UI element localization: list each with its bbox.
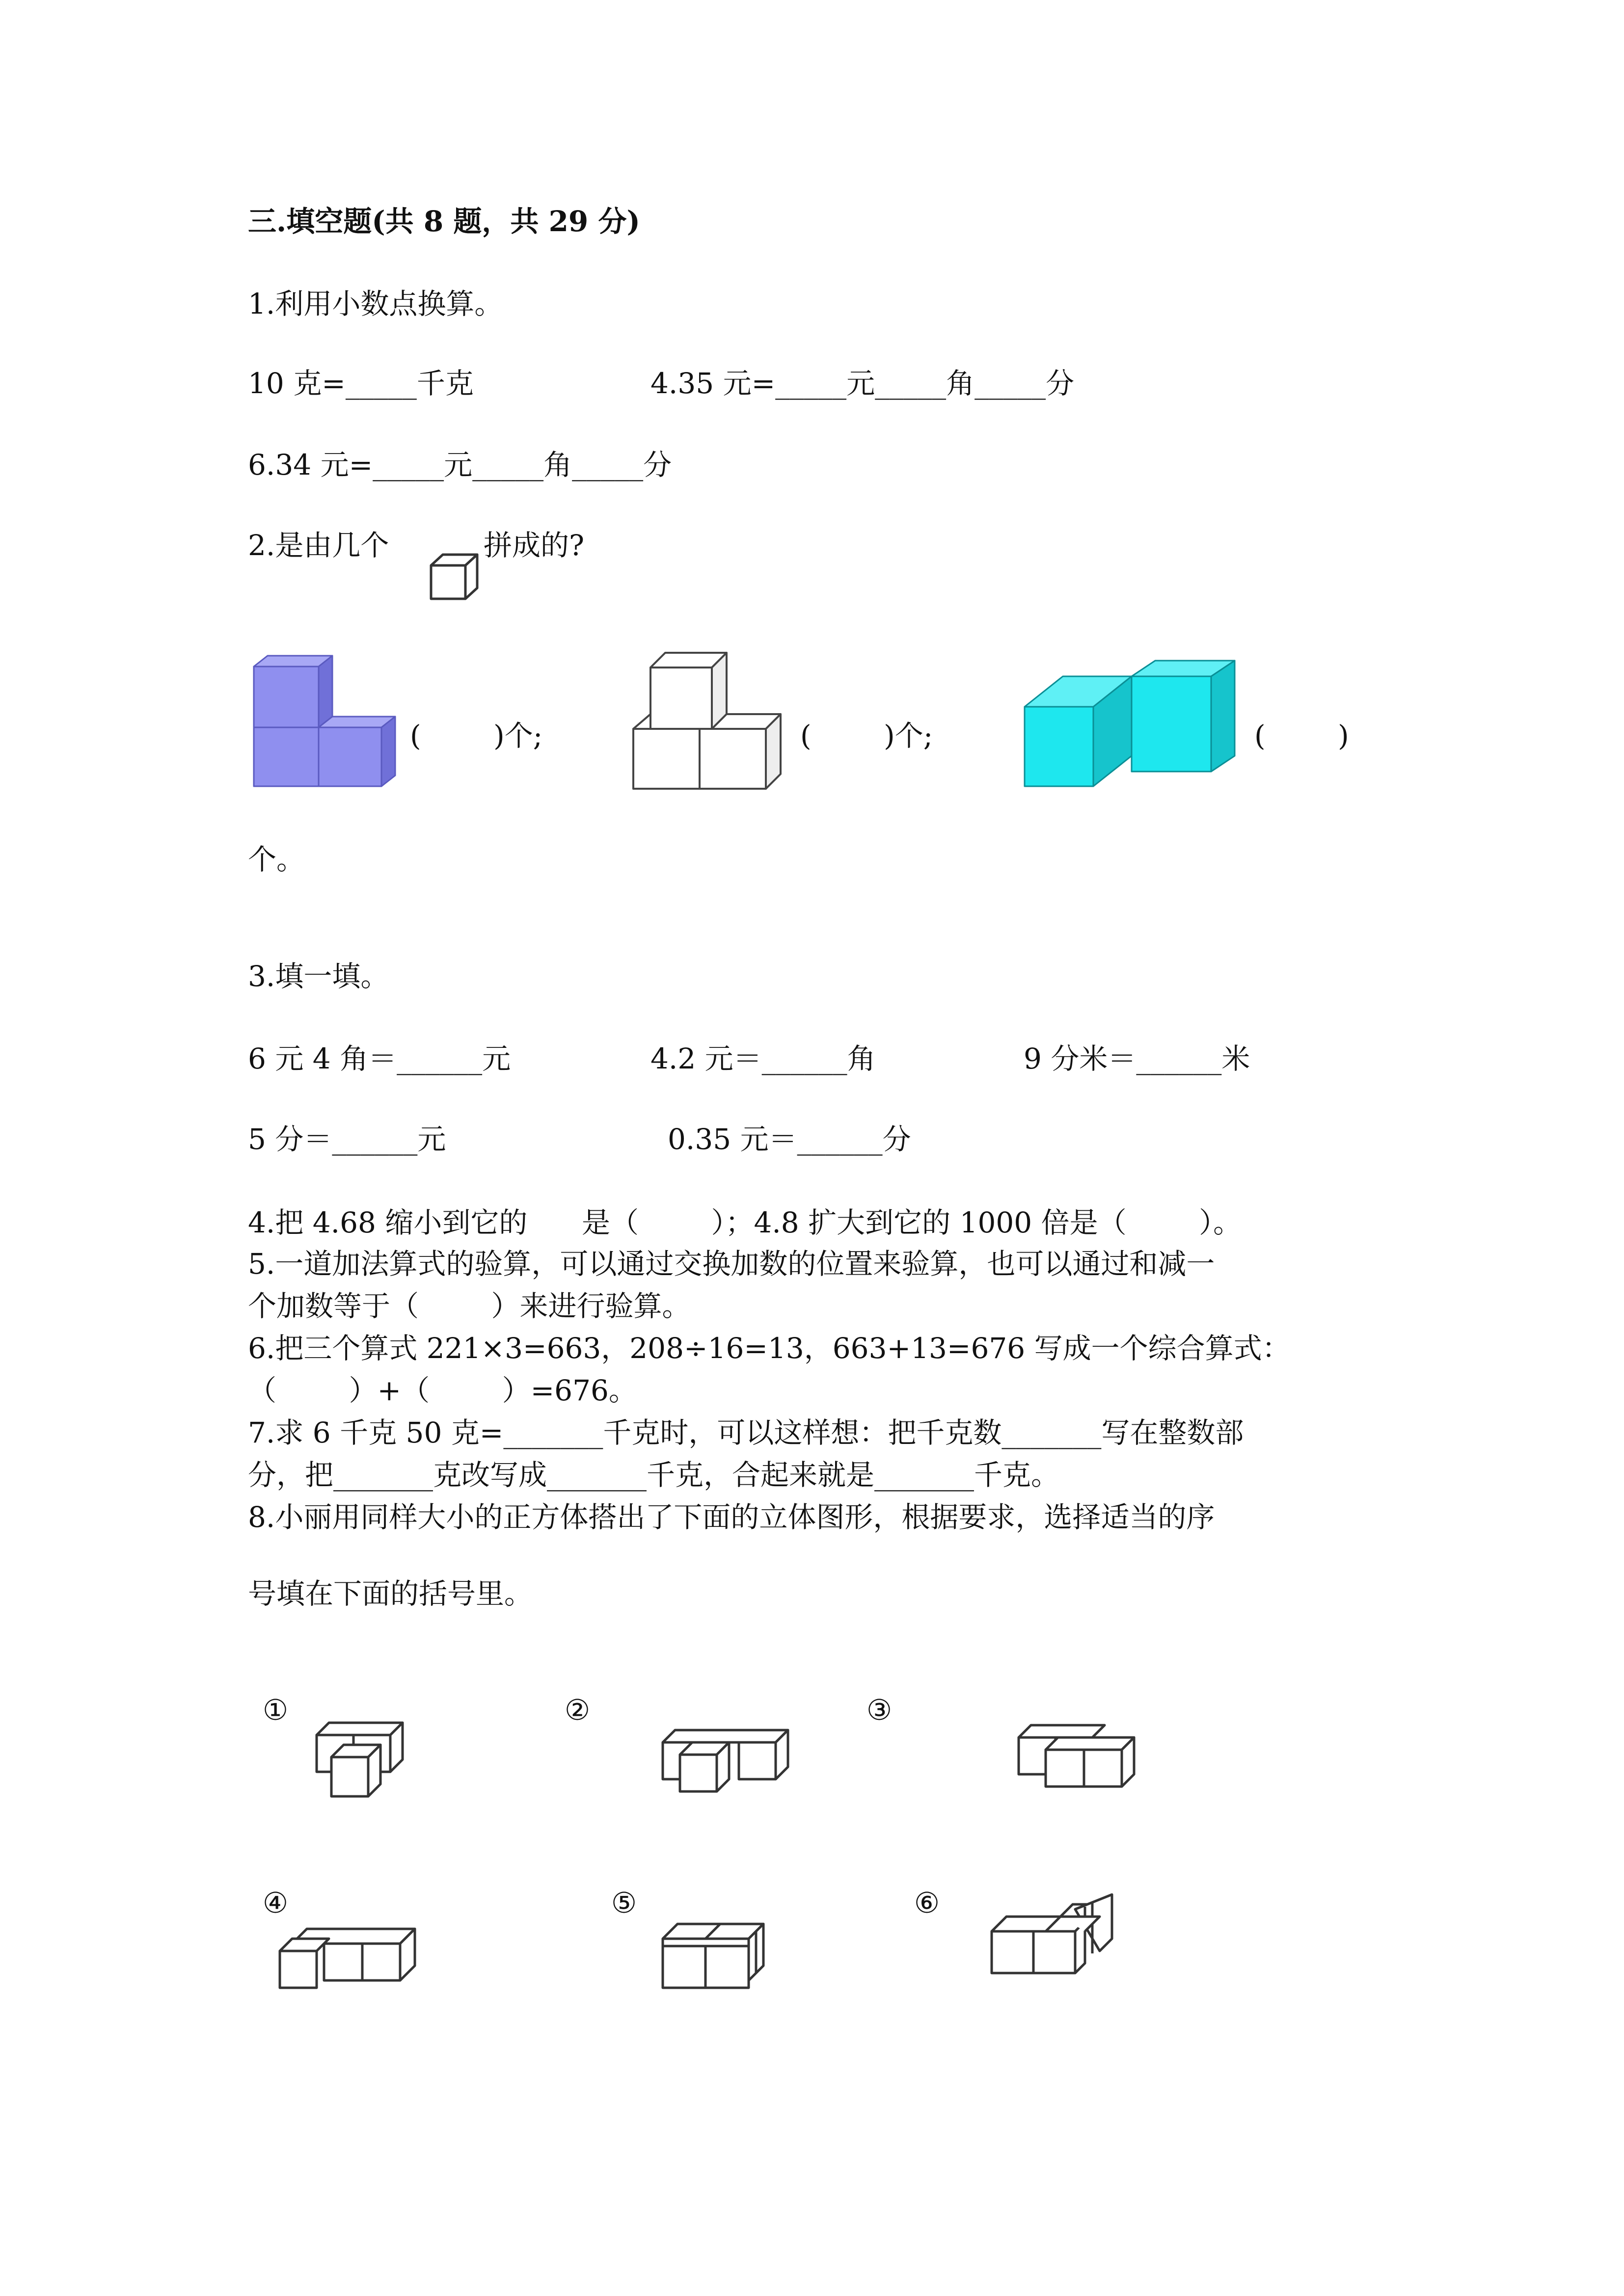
option-figure-6	[987, 1890, 1119, 1978]
q7-line1: 7.求 6 千克 50 克=_______千克时，可以这样想：把千克数_______写在整数部	[248, 1416, 1244, 1449]
white-cube-figure	[628, 645, 785, 793]
q3-row1-b: 4.2 元＝______角	[650, 1042, 876, 1075]
q1-line-a-left: 10 克=_____千克	[248, 367, 474, 400]
option-figure-2	[658, 1723, 795, 1796]
q2-blank2: ( )个;	[800, 719, 933, 752]
option-label-6: ⑥	[914, 1886, 940, 1920]
q6-line1: 6.把三个算式 221×3=663，208÷16=13，663+13=676 写成一个综合算式：	[248, 1332, 1291, 1365]
q8-line1: 8.小丽用同样大小的正方体搭出了下面的立体图形，根据要求，选择适当的序	[248, 1500, 1215, 1534]
q8-line2: 号填在下面的括号里。	[248, 1577, 533, 1610]
q1-line-a-right: 4.35 元=_____元_____角_____分	[650, 367, 1075, 400]
q5-line2: 个加数等于（ ）来进行验算。	[248, 1289, 691, 1323]
q7-line2: 分，把_______克改写成_______千克，合起来就是_______千克。	[248, 1458, 1060, 1492]
q1-title: 1.利用小数点换算。	[248, 287, 503, 320]
single-cube-icon	[427, 550, 481, 604]
option-figure-4	[275, 1919, 422, 1993]
option-figure-1	[312, 1718, 410, 1801]
option-figure-5	[658, 1917, 771, 1995]
q2-tail: 个。	[248, 843, 305, 876]
option-figure-3	[1014, 1720, 1141, 1794]
option-label-2: ②	[565, 1693, 590, 1727]
q2-title-before: 2.是由几个	[248, 529, 389, 562]
q5-line1: 5.一道加法算式的验算，可以通过交换加数的位置来验算，也可以通过和减一	[248, 1247, 1215, 1281]
q2-blank3: ( )	[1254, 719, 1349, 752]
q3-row2-b: 0.35 元＝______分	[668, 1122, 911, 1156]
section-title: 三.填空题(共 8 题，共 29 分)	[248, 205, 640, 238]
cyan-cube-figure	[1019, 658, 1240, 790]
option-label-5: ⑤	[611, 1886, 637, 1920]
q2-blank1: ( )个;	[410, 719, 543, 752]
q6-line2: （ ）+（ ）=676。	[248, 1374, 637, 1407]
q1-line-b: 6.34 元=_____元_____角_____分	[248, 448, 672, 481]
purple-cube-figure	[248, 653, 400, 793]
option-label-3: ③	[866, 1693, 892, 1727]
option-label-4: ④	[263, 1886, 288, 1920]
q4-text: 4.把 4.68 缩小到它的 是（ ）；4.8 扩大到它的 1000 倍是（ ）。	[248, 1206, 1242, 1239]
q3-title: 3.填一填。	[248, 960, 389, 993]
q3-row1-c: 9 分米＝______米	[1024, 1042, 1250, 1075]
option-label-1: ①	[263, 1693, 288, 1727]
q2-title-after: 拼成的?	[484, 529, 585, 562]
q3-row2-a: 5 分＝______元	[248, 1122, 446, 1156]
q3-row1-a: 6 元 4 角＝______元	[248, 1042, 511, 1075]
